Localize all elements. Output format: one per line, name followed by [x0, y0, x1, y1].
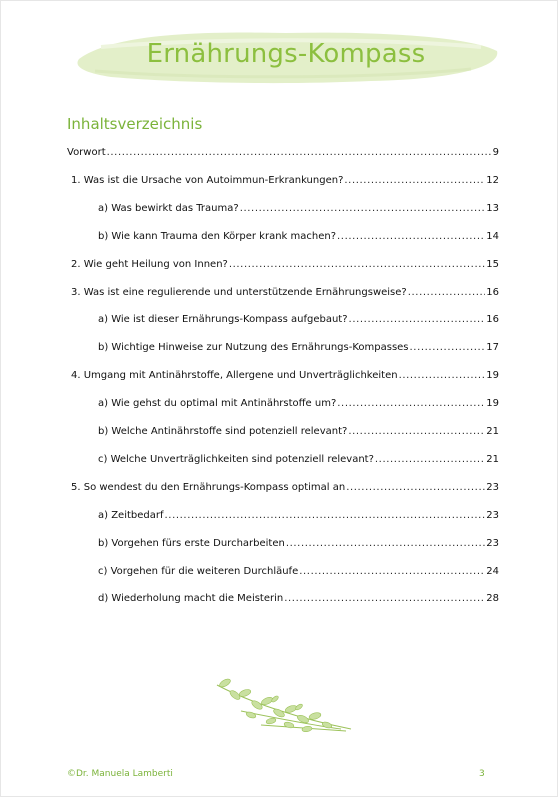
toc-entry-label: b) Vorgehen fürs erste Durcharbeiten — [98, 538, 285, 549]
toc-entry-page: 23 — [486, 482, 499, 493]
toc-leader-dots — [299, 566, 485, 577]
toc-entry[interactable] — [71, 175, 499, 189]
toc-entry[interactable] — [98, 454, 499, 468]
toc-leader-dots — [337, 398, 485, 409]
toc-entry[interactable] — [98, 538, 499, 552]
footer-author: ©Dr. Manuela Lamberti — [67, 769, 173, 779]
document-title: Ernährungs-Kompass — [146, 39, 426, 69]
toc-entry[interactable] — [98, 203, 499, 217]
toc-entry-label: a) Wie gehst du optimal mit Antinährstoffe um? — [98, 398, 337, 409]
toc-entry[interactable] — [98, 510, 499, 524]
toc-leader-dots — [346, 482, 485, 493]
toc-leader-dots — [229, 259, 485, 270]
toc-entry-label: b) Welche Antinährstoffe sind potenziell relevant? — [98, 426, 348, 437]
toc-entry[interactable] — [98, 231, 499, 245]
toc-entry-page: 9 — [492, 147, 499, 158]
toc-leader-dots — [284, 593, 485, 604]
toc-leader-dots — [410, 342, 486, 353]
toc-leader-dots — [399, 370, 486, 381]
toc-entry-page: 12 — [486, 175, 499, 186]
toc-leader-dots — [344, 175, 485, 186]
toc-entry[interactable] — [98, 314, 499, 328]
toc-entry-page: 17 — [486, 342, 499, 353]
toc-entry[interactable] — [98, 593, 499, 607]
toc-entry-page: 13 — [486, 203, 499, 214]
toc-leader-dots — [337, 231, 485, 242]
toc-entry-page: 19 — [486, 398, 499, 409]
toc-leader-dots — [107, 147, 492, 158]
toc-leader-dots — [286, 538, 485, 549]
toc-entry-page: 21 — [486, 454, 499, 465]
toc-entry-page: 14 — [486, 231, 499, 242]
leaf-sprig-illustration — [211, 669, 356, 739]
toc-leader-dots — [348, 426, 485, 437]
toc-leader-dots — [375, 454, 485, 465]
toc-entry-page: 15 — [486, 259, 499, 270]
toc-entry[interactable] — [71, 259, 499, 273]
title-banner — [71, 21, 501, 91]
toc-entry-label: 3. Was ist eine regulierende und unterstützende Ernährungsweise? — [71, 287, 407, 298]
toc-entry-page: 23 — [486, 538, 499, 549]
toc-leader-dots — [240, 203, 486, 214]
toc-entry-page: 23 — [486, 510, 499, 521]
toc-entry-page: 28 — [486, 593, 499, 604]
toc-entry-label: a) Zeitbedarf — [98, 510, 164, 521]
toc-leader-dots — [408, 287, 486, 298]
toc-entry-page: 21 — [486, 426, 499, 437]
toc-entry-label: b) Wichtige Hinweise zur Nutzung des Ernährungs-Kompasses — [98, 342, 409, 353]
toc-heading: Inhaltsverzeichnis — [67, 115, 203, 133]
toc-entry-label: c) Welche Unverträglichkeiten sind potenziell relevant? — [98, 454, 374, 465]
toc-entry[interactable] — [71, 287, 499, 301]
toc-entry-page: 16 — [486, 314, 499, 325]
toc-entry-label: d) Wiederholung macht die Meisterin — [98, 593, 284, 604]
toc-entry-label: a) Wie ist dieser Ernährungs-Kompass aufgebaut? — [98, 314, 348, 325]
toc-entry[interactable] — [67, 147, 499, 161]
toc-leader-dots — [165, 510, 486, 521]
footer-page-number: 3 — [479, 769, 485, 779]
toc-entry[interactable] — [98, 342, 499, 356]
toc-entry[interactable] — [71, 370, 499, 384]
toc-entry-label: 2. Wie geht Heilung von Innen? — [71, 259, 228, 270]
toc-entry-page: 19 — [486, 370, 499, 381]
toc-entry-label: c) Vorgehen für die weiteren Durchläufe — [98, 566, 299, 577]
toc-entry[interactable] — [98, 398, 499, 412]
toc-leader-dots — [349, 314, 486, 325]
toc-entry[interactable] — [71, 482, 499, 496]
toc-entry-label: Vorwort — [67, 147, 106, 158]
toc-entry-label: 1. Was ist die Ursache von Autoimmun-Erkrankungen? — [71, 175, 344, 186]
toc-entry[interactable] — [98, 426, 499, 440]
toc-entry[interactable] — [98, 566, 499, 580]
toc-entry-label: 5. So wendest du den Ernährungs-Kompass optimal an — [71, 482, 346, 493]
toc-entry-label: 4. Umgang mit Antinährstoffe, Allergene und Unverträglichkeiten — [71, 370, 398, 381]
toc-entry-label: b) Wie kann Trauma den Körper krank machen? — [98, 231, 337, 242]
toc-entry-label: a) Was bewirkt das Trauma? — [98, 203, 239, 214]
toc-entry-page: 24 — [486, 566, 499, 577]
toc-entry-page: 16 — [486, 287, 499, 298]
